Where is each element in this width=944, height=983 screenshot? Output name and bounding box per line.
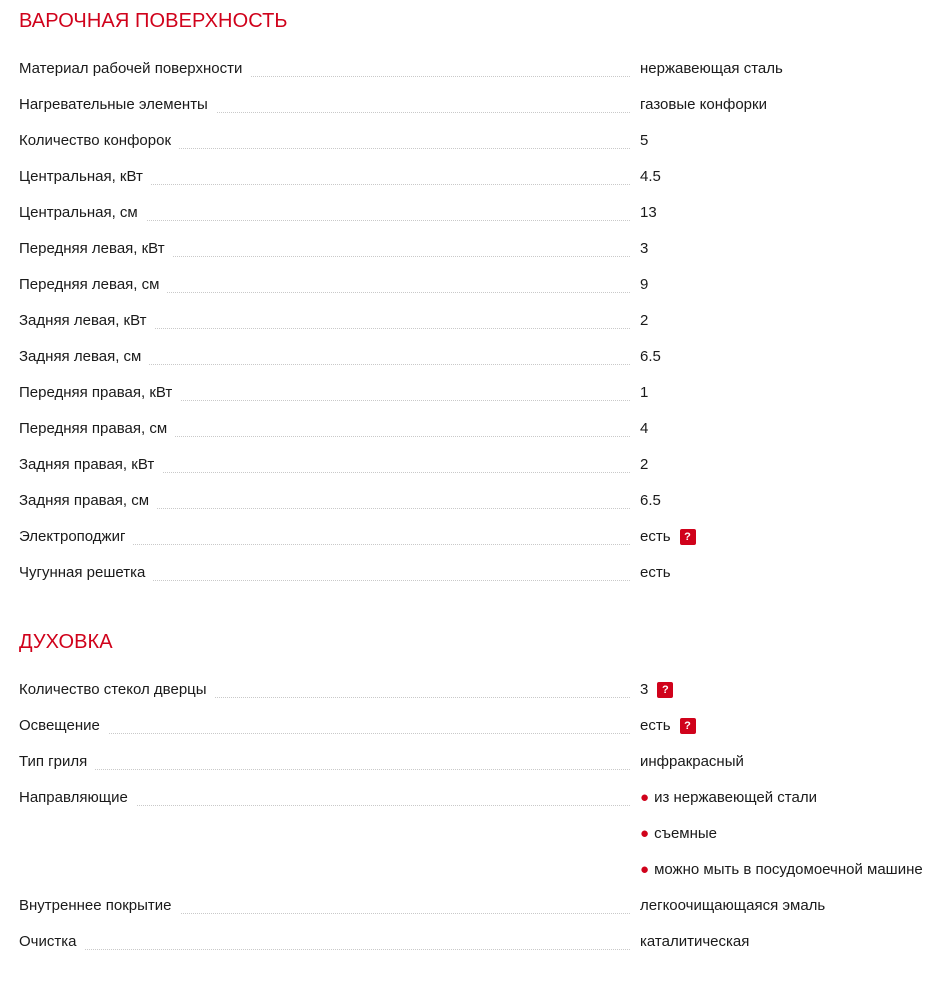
spec-row-central-cm <box>0 197 944 233</box>
spec-value: каталитическая <box>640 933 750 950</box>
bullet-icon: ● <box>640 789 650 806</box>
spec-row-inner-coating <box>0 890 944 926</box>
spec-label: Передняя левая, см <box>19 277 167 293</box>
spec-row-front-left-cm <box>0 269 944 305</box>
spec-value: 6.5 <box>640 348 661 365</box>
spec-value: 4.5 <box>640 168 661 185</box>
spec-value: 2 <box>640 456 649 473</box>
spec-row-door-glass <box>0 674 944 710</box>
spec-value: ● съемные <box>640 825 717 842</box>
spec-row-ignition <box>0 521 944 557</box>
spec-row-rear-right-cm <box>0 485 944 521</box>
spec-list <box>0 674 944 962</box>
spec-value: есть ? <box>640 718 696 734</box>
spec-value: нержавеющая сталь <box>640 60 783 77</box>
spec-label: Чугунная решетка <box>19 565 153 581</box>
spec-label: Задняя левая, см <box>19 349 149 365</box>
spec-value: есть ? <box>640 529 696 545</box>
bullet-icon: ● <box>640 825 650 842</box>
spec-label: Задняя правая, см <box>19 493 157 509</box>
spec-row-heating-elements <box>0 89 944 125</box>
section-title: ВАРОЧНАЯ ПОВЕРХНОСТЬ <box>19 10 288 32</box>
spec-row-burner-count <box>0 125 944 161</box>
spec-value: 9 <box>640 276 649 293</box>
spec-row-guides <box>0 782 944 818</box>
spec-label: Очистка <box>19 934 84 950</box>
spec-value: газовые конфорки <box>640 96 767 113</box>
spec-row-lighting <box>0 710 944 746</box>
spec-label: Электроподжиг <box>19 529 133 545</box>
spec-label: Передняя левая, кВт <box>19 241 173 257</box>
spec-value: 5 <box>640 132 649 149</box>
spec-value: 3 <box>640 240 649 257</box>
dotted-leader <box>19 769 630 770</box>
spec-value: легкоочищающаяся эмаль <box>640 897 826 914</box>
spec-label: Центральная, кВт <box>19 169 151 185</box>
spec-label: Тип гриля <box>19 754 95 770</box>
dotted-leader <box>19 733 630 734</box>
spec-label: Количество конфорок <box>19 133 179 149</box>
spec-value: 3 ? <box>640 682 673 698</box>
help-icon[interactable]: ? <box>680 718 696 734</box>
spec-row-front-right-kw <box>0 377 944 413</box>
spec-label: Передняя правая, см <box>19 421 175 437</box>
spec-label: Центральная, см <box>19 205 146 221</box>
spec-label: Задняя левая, кВт <box>19 313 155 329</box>
help-icon[interactable]: ? <box>680 529 696 545</box>
spec-value: есть <box>640 564 671 581</box>
spec-row-front-left-kw <box>0 233 944 269</box>
bullet-icon: ● <box>640 861 650 878</box>
spec-row-cleaning <box>0 926 944 962</box>
spec-label: Материал рабочей поверхности <box>19 61 250 77</box>
spec-value: 1 <box>640 384 649 401</box>
spec-value: 6.5 <box>640 492 661 509</box>
spec-list <box>0 53 944 593</box>
spec-row-rear-left-cm <box>0 341 944 377</box>
spec-row-front-right-cm <box>0 413 944 449</box>
spec-label: Освещение <box>19 718 108 734</box>
spec-row-cast-iron-grate <box>0 557 944 593</box>
spec-label: Внутреннее покрытие <box>19 898 180 914</box>
spec-value: инфракрасный <box>640 753 744 770</box>
spec-row-rear-right-kw <box>0 449 944 485</box>
dotted-leader <box>19 949 630 950</box>
spec-row-guides-removable <box>0 818 944 854</box>
spec-label: Количество стекол дверцы <box>19 682 215 698</box>
spec-label: Нагревательные элементы <box>19 97 216 113</box>
spec-value: 13 <box>640 204 657 221</box>
spec-row-central-kw <box>0 161 944 197</box>
spec-label: Задняя правая, кВт <box>19 457 162 473</box>
spec-row-material <box>0 53 944 89</box>
spec-row-grill-type <box>0 746 944 782</box>
spec-row-rear-left-kw <box>0 305 944 341</box>
spec-label: Направляющие <box>19 790 136 806</box>
spec-value: 2 <box>640 312 649 329</box>
section-title: ДУХОВКА <box>19 631 113 653</box>
spec-value: ● можно мыть в посудомоечной машине <box>640 861 923 878</box>
spec-value: 4 <box>640 420 649 437</box>
help-icon[interactable]: ? <box>657 682 673 698</box>
spec-row-guides-dishwasher <box>0 854 944 890</box>
spec-label: Передняя правая, кВт <box>19 385 180 401</box>
spec-value: ● из нержавеющей стали <box>640 789 817 806</box>
